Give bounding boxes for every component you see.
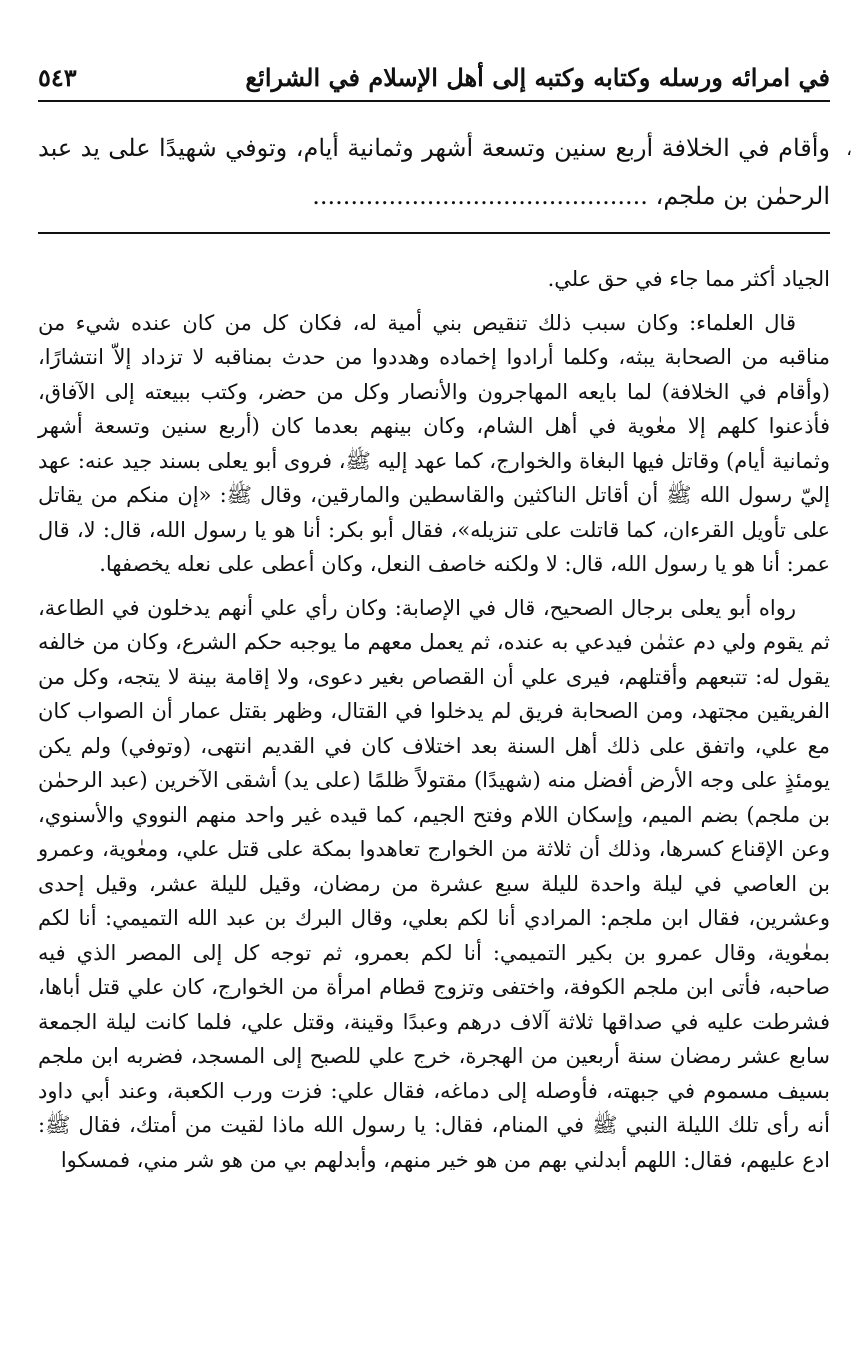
page-number: ٥٤٣: [38, 62, 77, 92]
commentary-paragraph-3: رواه أبو يعلى برجال الصحيح، قال في الإصابة: وكان رأي علي أنهم يدخلون في الطاعة، ثم يقوم ولي دم عثمٰن فيدعي به عنده، ثم يعمل معهم ما يوجبه حكم الشرع، وكان من خالفه يقول له: تتبعهم وأقتلهم، فيرى علي أن القصاص بغير دعوى، ولا إقامة بينة لا يتجه، وكل من الفريقين مجتهد، ومن الصحابة فريق لم يدخلوا في القتال، وظهر بقتل عمار أن الصواب كان مع علي، واتفق على ذلك أهل السنة بعد اختلاف كان في القديم انتهى، (وتوفي) ولم يكن يومئذٍ على وجه الأرض أفضل منه (شهيدًا) مقتولاً ظلمًا (على يد) أشقى الآخرين (عبد الرحمٰن بن ملجم) بضم الميم، وإسكان اللام وفتح الجيم، كما قيده غير واحد منهم النووي والأسنوي، وعن الإقناع كسرها، وذلك أن ثلاثة من الخوارج تعاهدوا بمكة على قتل علي، ومعٰوية، وعمرو بن العاصي في ليلة واحدة لليلة سبع عشرة من رمضان، وقيل لليلة عشر، وقيل إحدى وعشرين، فقال ابن ملجم: المرادي أنا لكم بعلي، وقال البرك بن عبد الله التميمي: أنا لكم بمعٰوية، وقال عمرو بن بكير التميمي: أنا لكم بعمرو، ثم توجه كل إلى المصر الذي فيه صاحبه، فأتى ابن ملجم الكوفة، واختفى وتزوج قطام امرأة من الخوارج، كان علي قتل أباها، فشرطت عليه في صداقها ثلاثة آلاف درهم وعبدًا وقينة، وقتل علي، فلما كانت ليلة الجمعة سابع عشر رمضان سنة أربعين من الهجرة، خرج علي للصبح إلى المسجد، فضربه ابن ملجم بسيف مسموم في جبهته، فأوصله إلى دماغه، فقال علي: فزت ورب الكعبة، وعند أبي داود أنه رأى تلك الليلة النبي ﷺ في المنام، فقال: يا رسول الله ماذا لقيت من أمتك، فقال ﷺ: ادع عليهم، فقال: اللهم أبدلني بهم من هو خير منهم، وأبدلهم بي من هو شر مني، فمسكوا: [38, 595, 830, 1172]
running-header: [38, 54, 830, 102]
main-text: [38, 124, 852, 220]
matn-marker: ،: [846, 139, 852, 160]
separator-line: [38, 232, 830, 234]
commentary-paragraph-2: قال العلماء: وكان سبب ذلك تنقيص بني أمية له، فكان كل من كان عنده شيء من مناقبه من الصحابة يبثه، وكلما أرادوا إخماده وهددوا من حدث بمناقبه لا تزداد إلاّ انتشارًا، (وأقام في الخلافة) لما بايعه المهاجرون والأنصار وكل من حضر، وكتب ببيعته إلى الآفاق، فأذعنوا كلهم إلا معٰوية في أهل الشام، وكان بينهم بعدما كان (أربع سنين وتسعة أشهر وثمانية أيام) وقاتل فيها البغاة والخوارج، كما عهد إليه ﷺ، فروى أبو يعلى بسند جيد عنه: عهد إليّ رسول الله ﷺ أن أقاتل الناكثين والقاسطين والمارقين، وقال ﷺ: «إن منكم من يقاتل على تأويل القرءان، كما قاتلت على تنزيله»، فقال أبو بكر: أنا هو يا رسول الله، قال: لا، قال عمر: أنا هو يا رسول الله، قال: لا ولكنه خاصف النعل، وكان أعطى على نعله يخصفها.: [38, 310, 830, 576]
commentary: [38, 262, 830, 1177]
commentary-paragraph-1: الجياد أكثر مما جاء في حق علي.: [547, 267, 830, 291]
main-text-dots: ............................................: [312, 182, 648, 210]
header-title: في امرائه ورسله وكتابه وكتبه إلى أهل الإسلام في الشرائع: [245, 62, 830, 92]
main-text-body: وأقام في الخلافة أربع سنين وتسعة أشهر وثمانية أيام، وتوفي شهيدًا على يد عبد الرحمٰن بن ملجم،: [38, 134, 830, 210]
